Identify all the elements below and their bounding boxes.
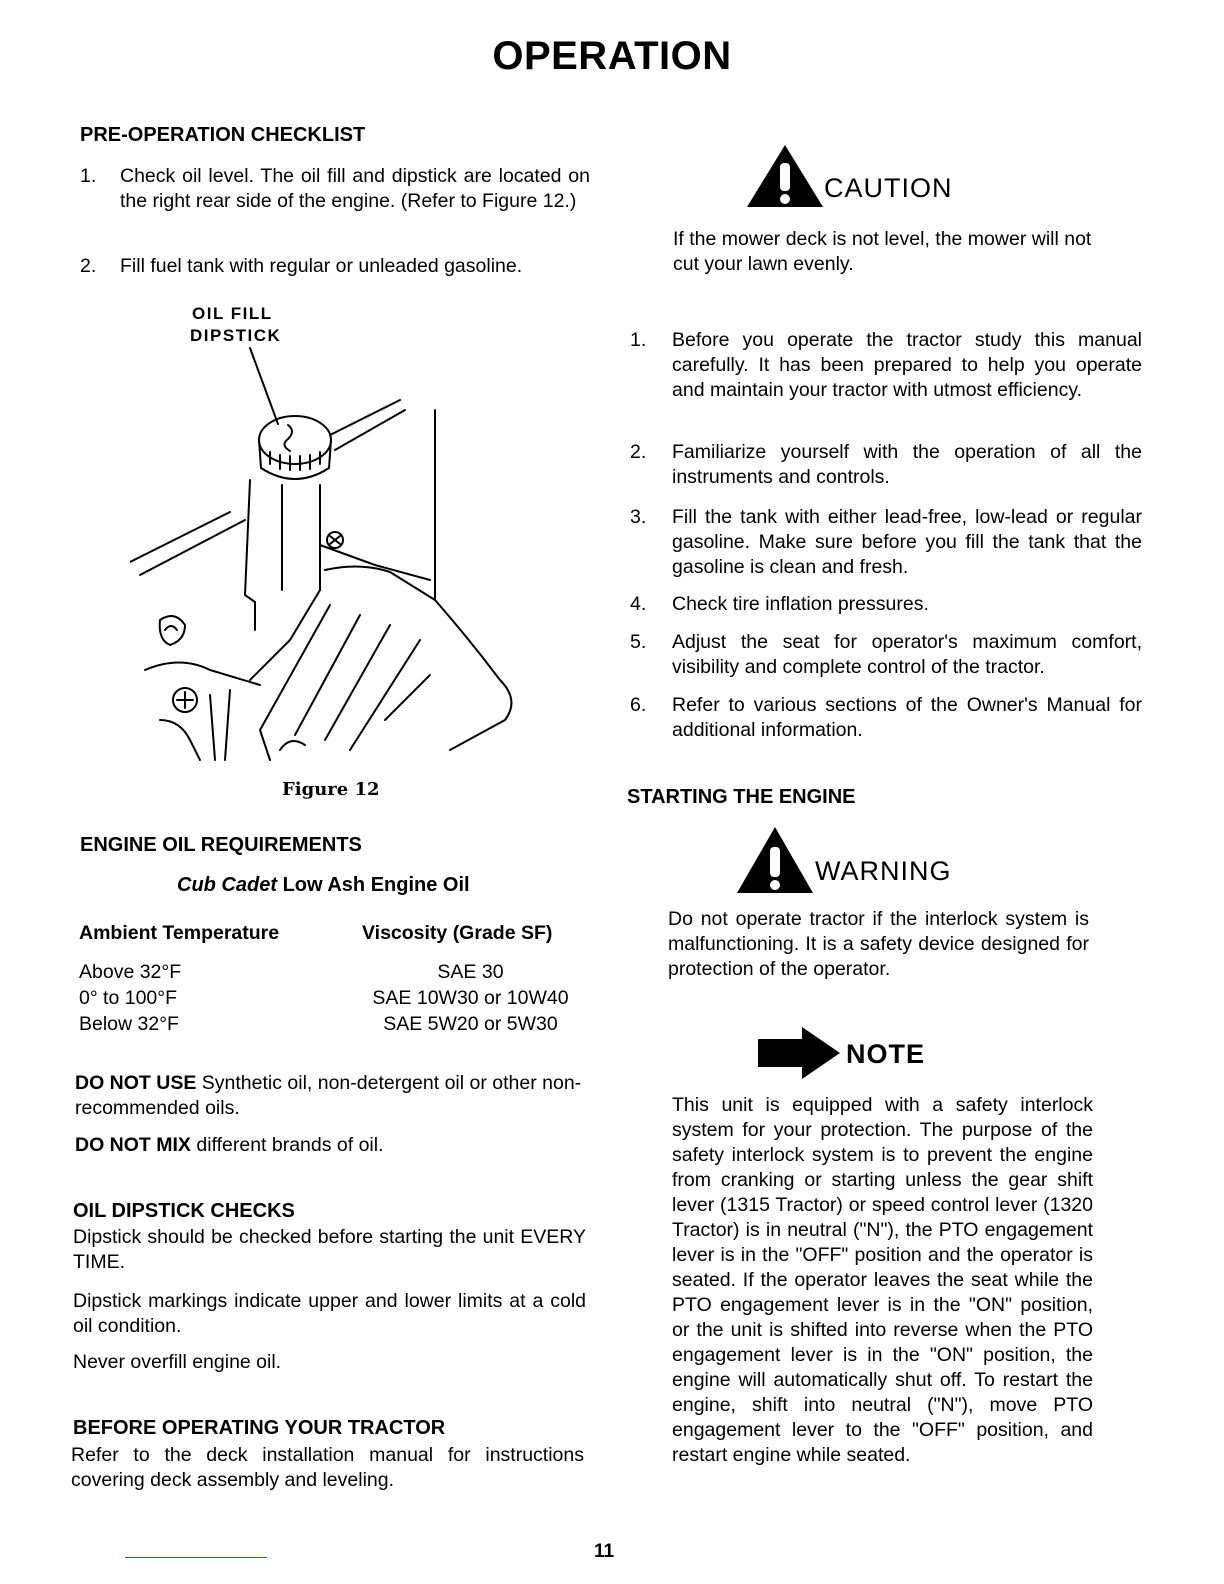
step-1-num: 1. [630,329,647,351]
note-arrow-icon [756,1025,842,1081]
oil-type: Low Ash Engine Oil [282,874,470,896]
temp-cell: Below 32°F [79,1013,179,1035]
temp-cell: Above 32°F [79,961,182,983]
step-2-num: 2. [630,441,647,463]
oil-subheading [177,874,470,897]
before-operating-heading: BEFORE OPERATING YOUR TRACTOR [73,1417,446,1439]
do-not-mix-label: DO NOT MIX [75,1134,191,1156]
do-not-use-paragraph [75,1071,590,1121]
table-row [79,985,579,1011]
step-6-num: 6. [630,694,647,716]
pre-op-item-1-text: Check oil level. The oil fill and dipstick are located on the right rear side of the engine. (Refer to Figure 12.) [120,165,590,212]
warning-label: WARNING [815,856,952,886]
engine-dipstick-illustration [130,340,530,765]
dipstick-p2: Dipstick markings indicate upper and lower limits at a cold oil condition. [73,1290,586,1337]
table-row [79,1011,579,1037]
step-6-text: Refer to various sections of the Owner's Manual for additional information. [672,694,1142,741]
step-4-text: Check tire inflation pressures. [672,593,929,615]
engine-oil-heading: ENGINE OIL REQUIREMENTS [80,834,362,856]
do-not-use-text: Synthetic oil, non-detergent oil or other non-recommended oils. [75,1072,582,1119]
dipstick-p1: Dipstick should be checked before starting the unit EVERY TIME. [73,1226,586,1273]
grade-cell: SAE 5W20 or 5W30 [383,1013,558,1035]
step-5-num: 5. [630,631,647,653]
step-3-text: Fill the tank with either lead-free, low-lead or regular gasoline. Make sure before you fill the tank that the gasoline is clean and fresh. [672,506,1142,578]
pre-op-item-2-num: 2. [80,255,97,277]
temp-cell: 0° to 100°F [79,987,177,1009]
caution-triangle-icon [746,143,824,209]
starting-engine-heading: STARTING THE ENGINE [627,786,856,808]
oil-table [79,922,579,1037]
col-ambient-temperature: Ambient Temperature [79,922,280,944]
dipstick-checks-heading: OIL DIPSTICK CHECKS [73,1200,295,1222]
do-not-mix-text: different brands of oil. [196,1134,384,1156]
step-4-num: 4. [630,593,647,615]
page-number: 11 [594,1541,615,1562]
do-not-use-label: DO NOT USE [75,1072,197,1094]
pre-operation-heading: PRE-OPERATION CHECKLIST [80,124,366,146]
before-operating-text: Refer to the deck installation manual for instructions covering deck assembly and leveling. [71,1444,584,1491]
step-1-text: Before you operate the tractor study this manual carefully. It has been prepared to help you operate and maintain your tractor with utmost efficiency. [672,329,1142,401]
footer-rule [125,1557,267,1558]
do-not-mix-paragraph [75,1133,590,1158]
grade-cell: SAE 30 [437,961,504,983]
dipstick-p3: Never overfill engine oil. [73,1351,282,1373]
caution-label: CAUTION [824,173,953,203]
step-5-text: Adjust the seat for operator's maximum comfort, visibility and complete control of the tractor. [672,631,1142,678]
brand-name: Cub Cadet [177,874,277,896]
figure-label-oil-fill: OIL FILL [192,304,273,323]
step-2-text: Familiarize yourself with the operation of all the instruments and controls. [672,441,1142,488]
caution-text: If the mower deck is not level, the mower will not cut your lawn evenly. [673,228,1092,275]
col-viscosity: Viscosity (Grade SF) [362,922,553,944]
note-label: NOTE [846,1039,926,1069]
figure-label-dipstick: DIPSTICK [190,326,282,345]
note-text: This unit is equipped with a safety interlock system for your protection. The purpose of the safety interlock system is to prevent the engine from cranking or starting unless the gear shift lever (1315 Tractor) or speed control lever (1320 Tractor) is in neutral ("N"), the PTO engagement lever is in the "OFF" position and the operator is seated. If the operator leaves the seat while the PTO engagement lever is in the "ON" position, or the unit is shifted into reverse when the PTO engagement lever is in the "ON" position, the engine will automatically shut off. To restart the engine, shift into neutral ("N"), move PTO engagement lever to the "OFF" position, and restart engine while seated. [672,1094,1093,1466]
grade-cell: SAE 10W30 or 10W40 [372,987,569,1009]
page-title: OPERATION [492,34,732,78]
warning-triangle-icon [736,825,814,895]
step-3-num: 3. [630,506,647,528]
figure-caption: Figure 12 [282,779,380,800]
warning-text: Do not operate tractor if the interlock system is malfunctioning. It is a safety device designed for protection of the operator. [668,908,1089,980]
pre-op-item-1-num: 1. [80,165,97,187]
table-row [79,959,579,985]
pre-op-item-2-text: Fill fuel tank with regular or unleaded gasoline. [120,255,523,277]
